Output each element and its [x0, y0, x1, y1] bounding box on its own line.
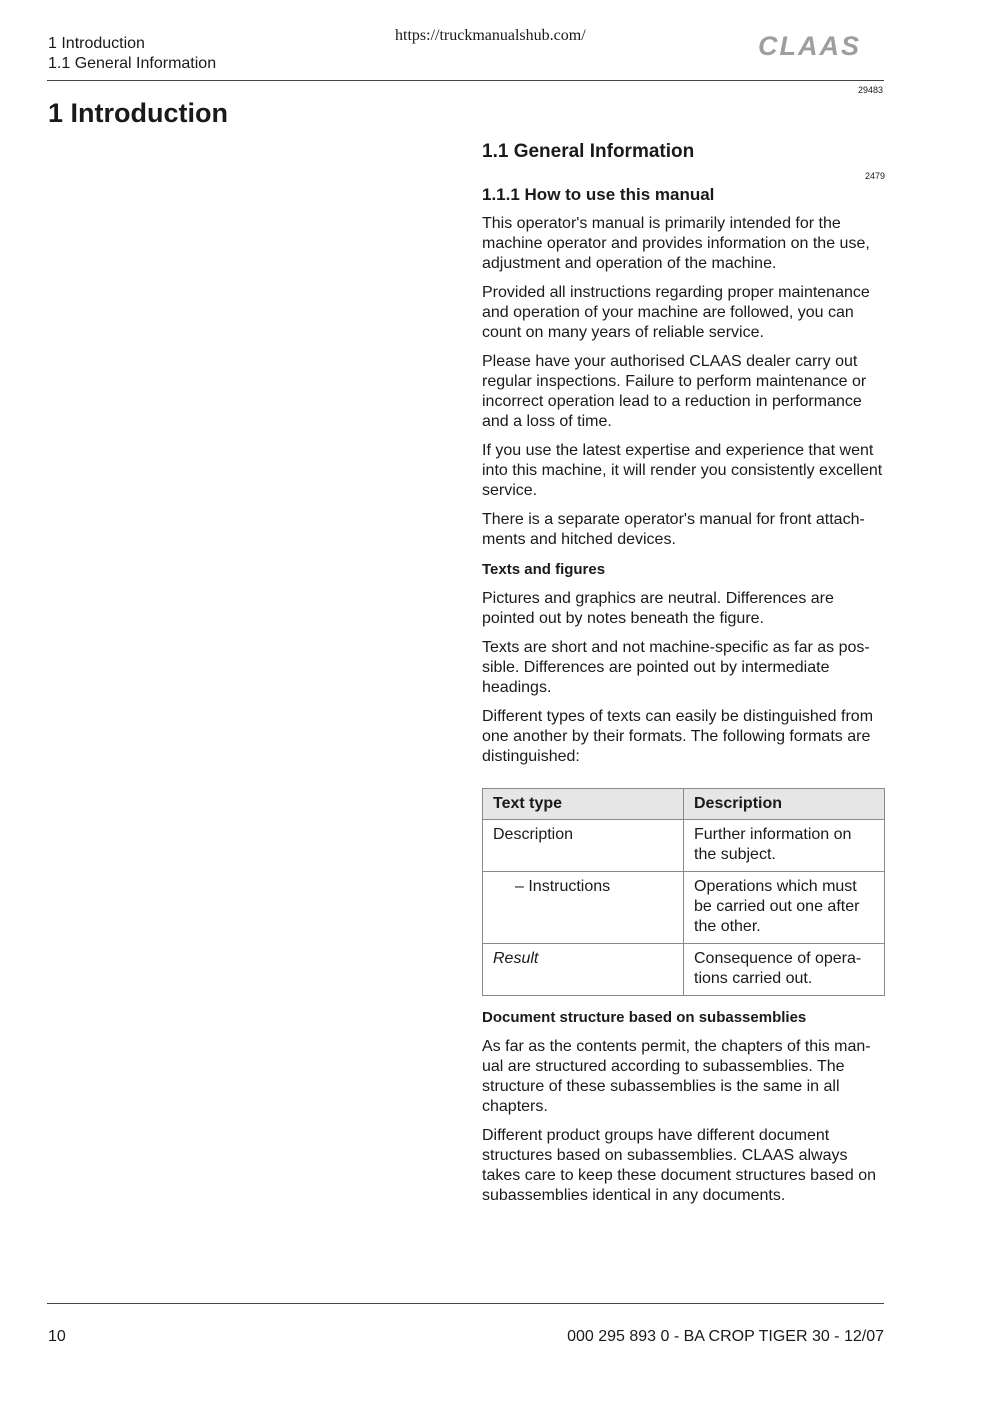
table-cell: Result	[483, 944, 684, 996]
table-cell: Operations which must be carried out one after the other.	[684, 872, 885, 944]
text-type-table	[482, 788, 885, 996]
table-cell	[483, 872, 684, 944]
claas-logo	[758, 34, 884, 58]
footer-divider	[47, 1303, 884, 1304]
paragraph: There is a separate operator's manual for front attachments and hitched devices.	[482, 511, 865, 548]
header-url[interactable]: https://truckmanualshub.com/	[395, 27, 586, 44]
table-header-row	[483, 789, 885, 820]
instructions-label: – Instructions	[515, 878, 611, 895]
section-code: 2479	[864, 171, 885, 181]
header-doc-code: 29483	[857, 85, 883, 95]
claas-logo-text: CLAAS	[758, 34, 861, 58]
content-column	[482, 140, 885, 1206]
table-cell: Further information on the subject.	[684, 820, 885, 872]
breadcrumb-chapter: 1 Introduction	[48, 35, 145, 52]
heading-document-structure: Document structure based on subassemblies	[482, 1009, 807, 1026]
paragraph: This operator's manual is primarily intended for the machine operator and provides information on the use, adjustment and operation of the machine.	[482, 215, 870, 272]
section-title: 1.1 General Information	[482, 141, 695, 162]
paragraph: Different product groups have different document structures based on subassemblies. CLAAS always takes care to keep these document structures based on subassemblies identical in any documents.	[482, 1127, 877, 1204]
table-row	[483, 872, 885, 944]
paragraph: Different types of texts can easily be distinguished from one another by their formats. The following formats are distinguished:	[482, 708, 874, 765]
paragraph: Please have your authorised CLAAS dealer carry out regular inspections. Failure to perform maintenance or incorrect operation lead to a reduction in performance and a loss of time.	[482, 353, 867, 430]
header-divider	[47, 80, 884, 81]
table-row	[483, 944, 885, 996]
paragraph: Pictures and graphics are neutral. Differences are pointed out by notes beneath the figure.	[482, 590, 834, 627]
table-row	[483, 820, 885, 872]
paragraph: If you use the latest expertise and experience that went into this machine, it will render you consistently excellent service.	[482, 442, 883, 499]
table-cell: Consequence of operations carried out.	[684, 944, 885, 996]
table-header-cell: Description	[684, 789, 885, 820]
breadcrumb-section: 1.1 General Information	[48, 55, 217, 72]
document-id: 000 295 893 0 - BA CROP TIGER 30 - 12/07	[567, 1328, 884, 1345]
page-number: 10	[48, 1328, 66, 1345]
paragraph: Provided all instructions regarding proper maintenance and operation of your machine are followed, you can count on many years of reliable service.	[482, 284, 870, 341]
table-cell: Description	[483, 820, 684, 872]
chapter-title: 1 Introduction	[48, 98, 228, 128]
table-header-cell: Text type	[483, 789, 684, 820]
subsection-title: 1.1.1 How to use this manual	[482, 185, 715, 204]
heading-texts-figures: Texts and figures	[482, 561, 606, 578]
paragraph: As far as the contents permit, the chapters of this manual are structured according to subassemblies. The structure of these subassemblies is the same in all chapters.	[482, 1038, 871, 1115]
paragraph: Texts are short and not machine-specific as far as possible. Differences are pointed out by intermediate headings.	[482, 639, 870, 696]
